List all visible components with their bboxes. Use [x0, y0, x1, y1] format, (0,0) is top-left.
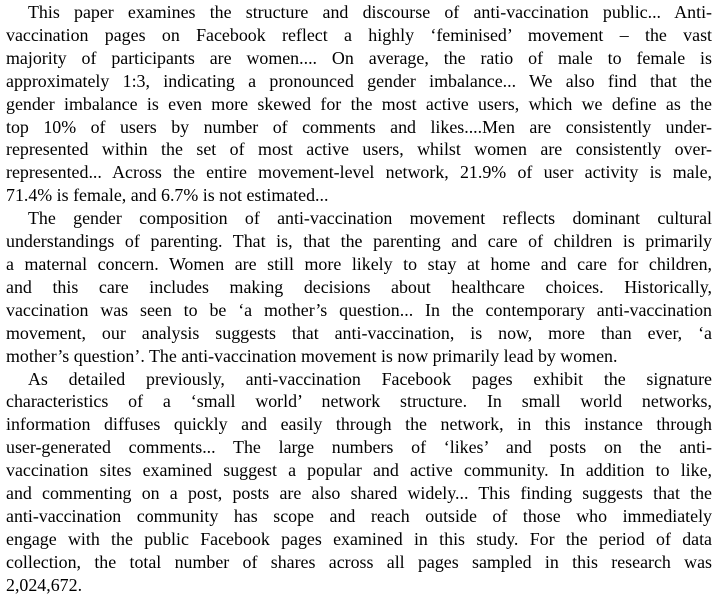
text-line: represented... Across the entire movement-level network, 21.9% of user activity is male,: [6, 162, 712, 183]
text-line: and commenting on a post, posts are also shared widely... This finding suggests that the: [6, 483, 712, 504]
text-line: mother’s question’. The anti-vaccination movement is now primarily lead by women.: [6, 345, 618, 366]
text-line: majority of participants are women.... On average, the ratio of male to female is: [6, 47, 712, 68]
text-line: The gender composition of anti-vaccination movement reflects dominant cultural: [28, 208, 712, 229]
text-line: information diffuses quickly and easily through the network, in this instance through: [6, 414, 712, 435]
text-line: vaccination sites examined suggest a popular and active community. In addition to like,: [6, 460, 712, 481]
paragraph-parenting: [6, 207, 712, 367]
text-line: vaccination was seen to be ‘a mother’s question... In the contemporary anti-vaccination: [6, 299, 712, 320]
text-line: As detailed previously, anti-vaccination Facebook pages exhibit the signature: [28, 368, 712, 389]
text-line: gender imbalance is even more skewed for the most active users, which we define as the: [6, 93, 712, 114]
text-line: This paper examines the structure and discourse of anti-vaccination public... Anti-: [28, 2, 712, 22]
text-line: vaccination pages on Facebook reflect a highly ‘feminised’ movement – the vast: [6, 24, 712, 45]
text-line: characteristics of a ‘small world’ network structure. In small world networks,: [6, 391, 712, 412]
text-line: 71.4% is female, and 6.7% is not estimated...: [6, 185, 329, 206]
text-line: understandings of parenting. That is, that the parenting and care of children is primarily: [6, 231, 712, 252]
text-line: 2,024,672.: [6, 574, 83, 595]
text-line: collection, the total number of shares across all pages sampled in this research was: [6, 551, 712, 572]
text-line: engage with the public Facebook pages examined in this study. For the period of data: [6, 528, 712, 549]
text-line: top 10% of users by number of comments and likes....Men are consistently under-: [6, 116, 712, 137]
text-line: anti-vaccination community has scope and reach outside of those who immediately: [6, 505, 712, 526]
text-line: approximately 1:3, indicating a pronounced gender imbalance... We also find that the: [6, 70, 712, 91]
text-line: and this care includes making decisions about healthcare choices. Historically,: [6, 276, 712, 297]
text-line: represented within the set of most active users, whilst women are consistently over-: [6, 139, 712, 160]
paragraph-small-world: [6, 368, 712, 597]
text-line: user-generated comments... The large numbers of ‘likes’ and posts on the anti-: [6, 437, 712, 458]
text-line: movement, our analysis suggests that anti-vaccination, is now, more than ever, ‘a: [6, 322, 712, 343]
paragraph-gender-imbalance: [6, 1, 712, 207]
text-line: a maternal concern. Women are still more likely to stay at home and care for children,: [6, 253, 712, 274]
